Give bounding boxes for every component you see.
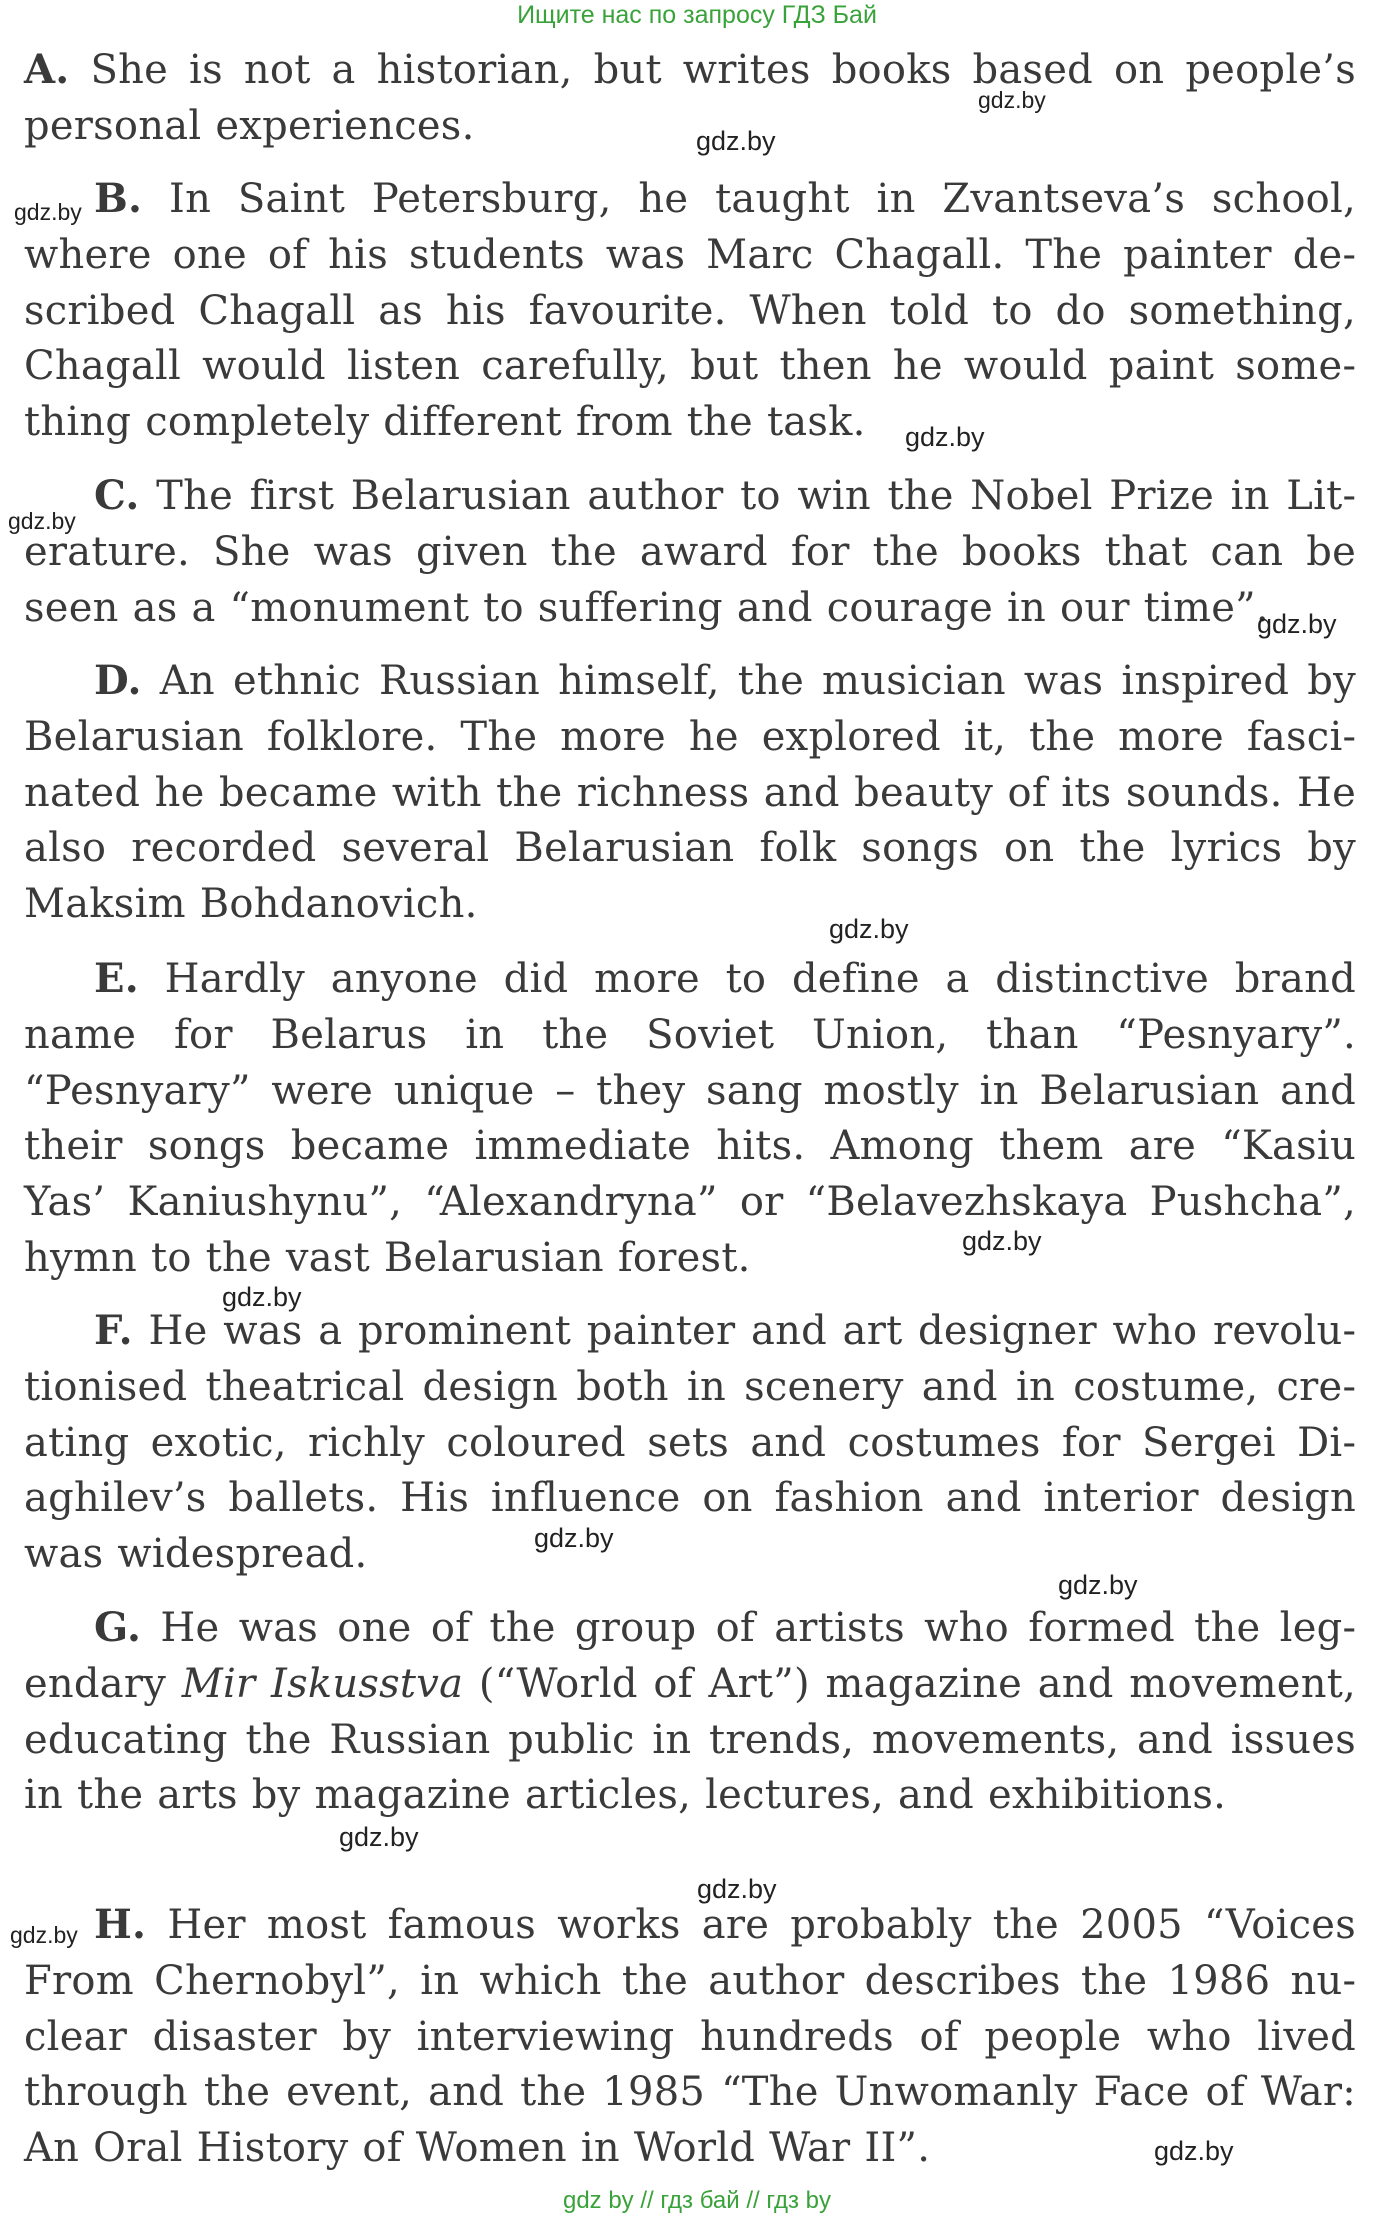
passage-text: In Saint Petersburg, he taught in Zvantseva’s school, where one of his students was Marc Chagall. The painter described Chagall as his favourite. When told to do something, Chagall would listen carefully, but then he would paint something completely different from the task. bbox=[24, 176, 1357, 446]
passage-letter: C. bbox=[94, 472, 140, 519]
watermark: gdz.by bbox=[534, 1523, 614, 1553]
passage-f bbox=[24, 1303, 1356, 1583]
passage-c bbox=[24, 468, 1356, 636]
passage-text: An ethnic Russian himself, the musician was inspired by Belarusian folklore. The more he explored it, the more fascinated he became with the richness and beauty of its sounds. He also recorded several Belarusian folk songs on the lyrics by Maksim Bohdanovich. bbox=[24, 658, 1356, 928]
watermark: gdz.by bbox=[829, 914, 909, 944]
passage-letter: F. bbox=[94, 1307, 133, 1354]
passage-letter: E. bbox=[94, 955, 139, 1002]
watermark: gdz.by bbox=[339, 1822, 419, 1852]
watermark: gdz.by bbox=[8, 508, 76, 534]
watermark: gdz.by bbox=[14, 199, 82, 225]
watermark: gdz.by bbox=[962, 1226, 1042, 1256]
passage-text: The first Belarusian author to win the Nobel Prize in Literature. She was given the award for the books that can be seen as a “monument to suffering and courage in our time”. bbox=[24, 473, 1357, 631]
passage-letter: H. bbox=[94, 1901, 147, 1948]
passage-b bbox=[24, 171, 1356, 451]
search-hint-header: Ищите нас по запросу ГДЗ Бай bbox=[517, 1, 877, 29]
passage-letter: A. bbox=[24, 46, 70, 93]
watermark: gdz.by bbox=[697, 1874, 777, 1904]
watermark: gdz.by bbox=[978, 87, 1046, 113]
passage-text: She is not a historian, but writes books based on people’s personal experiences. bbox=[24, 47, 1356, 149]
passage-d bbox=[24, 653, 1356, 933]
passage-letter: B. bbox=[94, 175, 143, 222]
watermark: gdz.by bbox=[1154, 2136, 1234, 2166]
passage-text: He was a prominent painter and art designer who revolutionised theatrical design both in scenery and in costume, creating exotic, richly coloured sets and costumes for Sergei Diaghilev’s ballets. His influence on fashion and interior design was widespread. bbox=[24, 1308, 1357, 1578]
watermark: gdz.by bbox=[222, 1282, 302, 1312]
passage-text: He was one of the group of artists who formed the legendary bbox=[24, 1605, 1357, 1707]
footer-links: gdz by // гдз бай // гдз by bbox=[562, 2187, 832, 2214]
passage-text: Hardly anyone did more to define a distinctive brand name for Belarus in the Soviet Union, than “Pesnyary”. “Pesnyary” were unique – they sang mostly in Belarusian and their songs became immediate hits. Among them are “Kasiu Yas’ Kaniushynu”, “Alexandryna” or “Belavezhskaya Pushcha”, hymn to the vast Belarusian forest. bbox=[24, 956, 1357, 1281]
passage-g bbox=[24, 1600, 1356, 1824]
watermark: gdz.by bbox=[1257, 609, 1337, 639]
watermark: gdz.by bbox=[10, 1922, 78, 1948]
watermark: gdz.by bbox=[905, 422, 985, 452]
passage-a bbox=[24, 42, 1356, 155]
passage-h bbox=[24, 1897, 1356, 2177]
watermark: gdz.by bbox=[696, 126, 776, 156]
passage-text: (“World of Art”) magazine and movement, educating the Russian public in trends, movements, and issues in the arts by magazine articles, lectures, and exhibitions. bbox=[24, 1660, 1356, 1819]
passage-letter: G. bbox=[94, 1604, 142, 1651]
watermark: gdz.by bbox=[1058, 1570, 1138, 1600]
passage-e bbox=[24, 951, 1356, 1287]
magazine-title: Mir Iskusstva bbox=[181, 1660, 464, 1707]
passage-letter: D. bbox=[94, 657, 142, 704]
passage-text: Her most famous works are probably the 2005 “Voices From Chernobyl”, in which the author describes the 1986 nuclear disaster by interviewing hundreds of people who lived through the event, and the 1985 “The Unwomanly Face of War: An Oral History of Women in World War II”. bbox=[24, 1902, 1356, 2172]
